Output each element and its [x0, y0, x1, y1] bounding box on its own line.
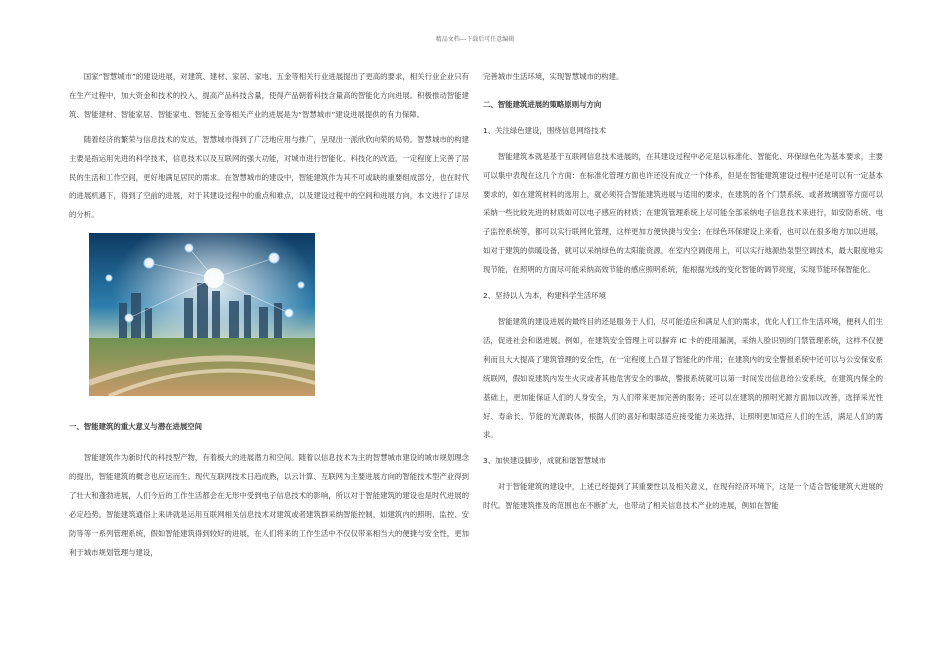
continuation-text: 完善城市生活环境，实现智慧城市的构建。	[483, 72, 624, 81]
green-building-paragraph: 智能建筑本就是基于互联网信息技术进展的，在其建设过程中必定是以标准化、智能化、环保绿色化为基本要求，主要可以集中表现在这几个方面：在标准化管理方面也许还没有成立一个体系，但是在智能建筑建设过程中还是可以有一定基本要求的，如在建筑材料的选用上，就必须符合智能建筑进展与适用的要求，在建筑的各个门禁系统、或者玻璃窗等方面可以采纳一些比较先进的材质如可以电子感应的材质；在建筑管理系统上尽可能全部采纳电子信息技术来进行，如安防系统、电子监控系统等，都可以实行联网化管理，这样更加方便快捷与安全；在绿色环保建设上来看，也可以在很多地方加以进展，如对于建筑的供暖设备，就可以采纳绿色的太阳能资源，在室内空调使用上，可以实行地源热泵型空调技术，最大限度地实现节能，在照明的方面尽可能采纳高效节能的感应照明系统，能根据光线的变化智能的调节亮度，实现节能环保智能化。	[483, 151, 883, 275]
section-heading-2: 二、智能建筑进展的策略原则与方向	[483, 99, 602, 109]
people-oriented-paragraph: 智能建筑的建设进展的最终目的还是服务于人们，尽可能适应和满足人们的需求，优化人们工作生活环境，便利人们生活，促进社会和谐进展。例如，在建筑安全管理上可以摒弃 IC 卡的使用漏洞，采纳人脸识别的门禁管理系统，这样不仅便利而且大大提高了建筑管理的安全性，在一定程度上凸显了智能化的作用；在建筑内的安全警报系统中还可以与公安保安系统联网，假如说建筑内发生火灾或者其他危害安全的事故，警报系统就可以第一时间发出信息给公安系统，在建筑内保全的基础上，更加能保证人们的人身安全，为人们带来更加完善的服务；还可以在建筑的照明光源方面加以改善，选择采光性好、寿命长、节能的光源载体，根据人们的喜好和眼部适应接受能力来选择，让照明更加适应人们的生活，满足人们的需求。	[483, 316, 883, 440]
smart-city-skyline-image	[89, 233, 315, 396]
subheading-1: 1、关注绿色建设，围绕信息网络技术	[483, 125, 606, 135]
section-heading-1: 一、智能建筑的重大意义与潜在进展空间	[69, 422, 203, 432]
subheading-3: 3、加快建设脚步，成就和谐智慧城市	[483, 456, 606, 466]
page-header: 精品文档---下载后可任意编辑	[435, 36, 515, 43]
background-paragraph: 随着经济的繁荣与信息技术的发达，智慧城市得到了广泛地应用与推广，呈现出一派欣欣向荣的局势。智慧城市的构建主要是指运用先进的科学技术，信息技术以及互联网的强大功能，对城市进行智能化、科技化的改造，一定程度上完善了居民的生活和工作空间，更好地满足居民的需求。在智慧城市的建设中，智能建筑作为其不可或缺的重要组成部分，也在时代的进展机遇下，得到了空前的进展，对于其建设过程中的重点和难点，以及建设过程中的空间和进展方向，本文进行了详尽的分析。	[69, 134, 469, 220]
right-column	[483, 68, 883, 516]
intro-paragraph: 国家“智慧城市”的建设进展，对建筑、建材、家居、家电、五金等相关行业进展提出了更高的要求，相关行业企业只有在生产过程中，加大资金和技术的投入，提高产品科技含量，使得产品朝着科技含量高的智能化方向进展。积极推动智能建筑、智能建材、智能家居、智能家电、智能五金等相关产业的进展是为“智慧城市”建设进展提供的有力保障。	[69, 72, 469, 119]
accelerate-paragraph: 对于智能建筑的建设中，上述已经提到了其重要性以及相关意义，在现有经济环境下，这是一个适合智能建筑大进展的时代。智能建筑推及的范围也在不断扩大，也带动了相关信息技术产业的进展，例如在智能	[483, 482, 883, 511]
subheading-2: 2、坚持以人为本，构建科学生活环境	[483, 291, 606, 301]
significance-paragraph: 智能建筑作为新时代的科技型产物，有着极大的进展潜力和空间。随着以信息技术为主的智慧城市建设的城市规划理念的提出，智能建筑的概念也应运而生。现代互联网技术日趋成熟，以云计算、互联网为主要进展方向的智能技术型产业得到了壮大和蓬勃进展，人们今后的工作生活都会在无形中受到电子信息技术的影响，所以对于智能建筑的建设也是时代进展的必定趋势。智能建筑通俗上来讲就是运用互联网相关信息技术对建筑或者建筑群采纳智能控制，如建筑内的照明、监控、安防等等一系列管理系统，假如智能建筑得到较好的进展，在人们将来的工作生活中不仅仅带来相当大的便捷与安全性，更加利于城市规划管理与建设，	[69, 453, 469, 557]
left-column	[69, 68, 469, 563]
